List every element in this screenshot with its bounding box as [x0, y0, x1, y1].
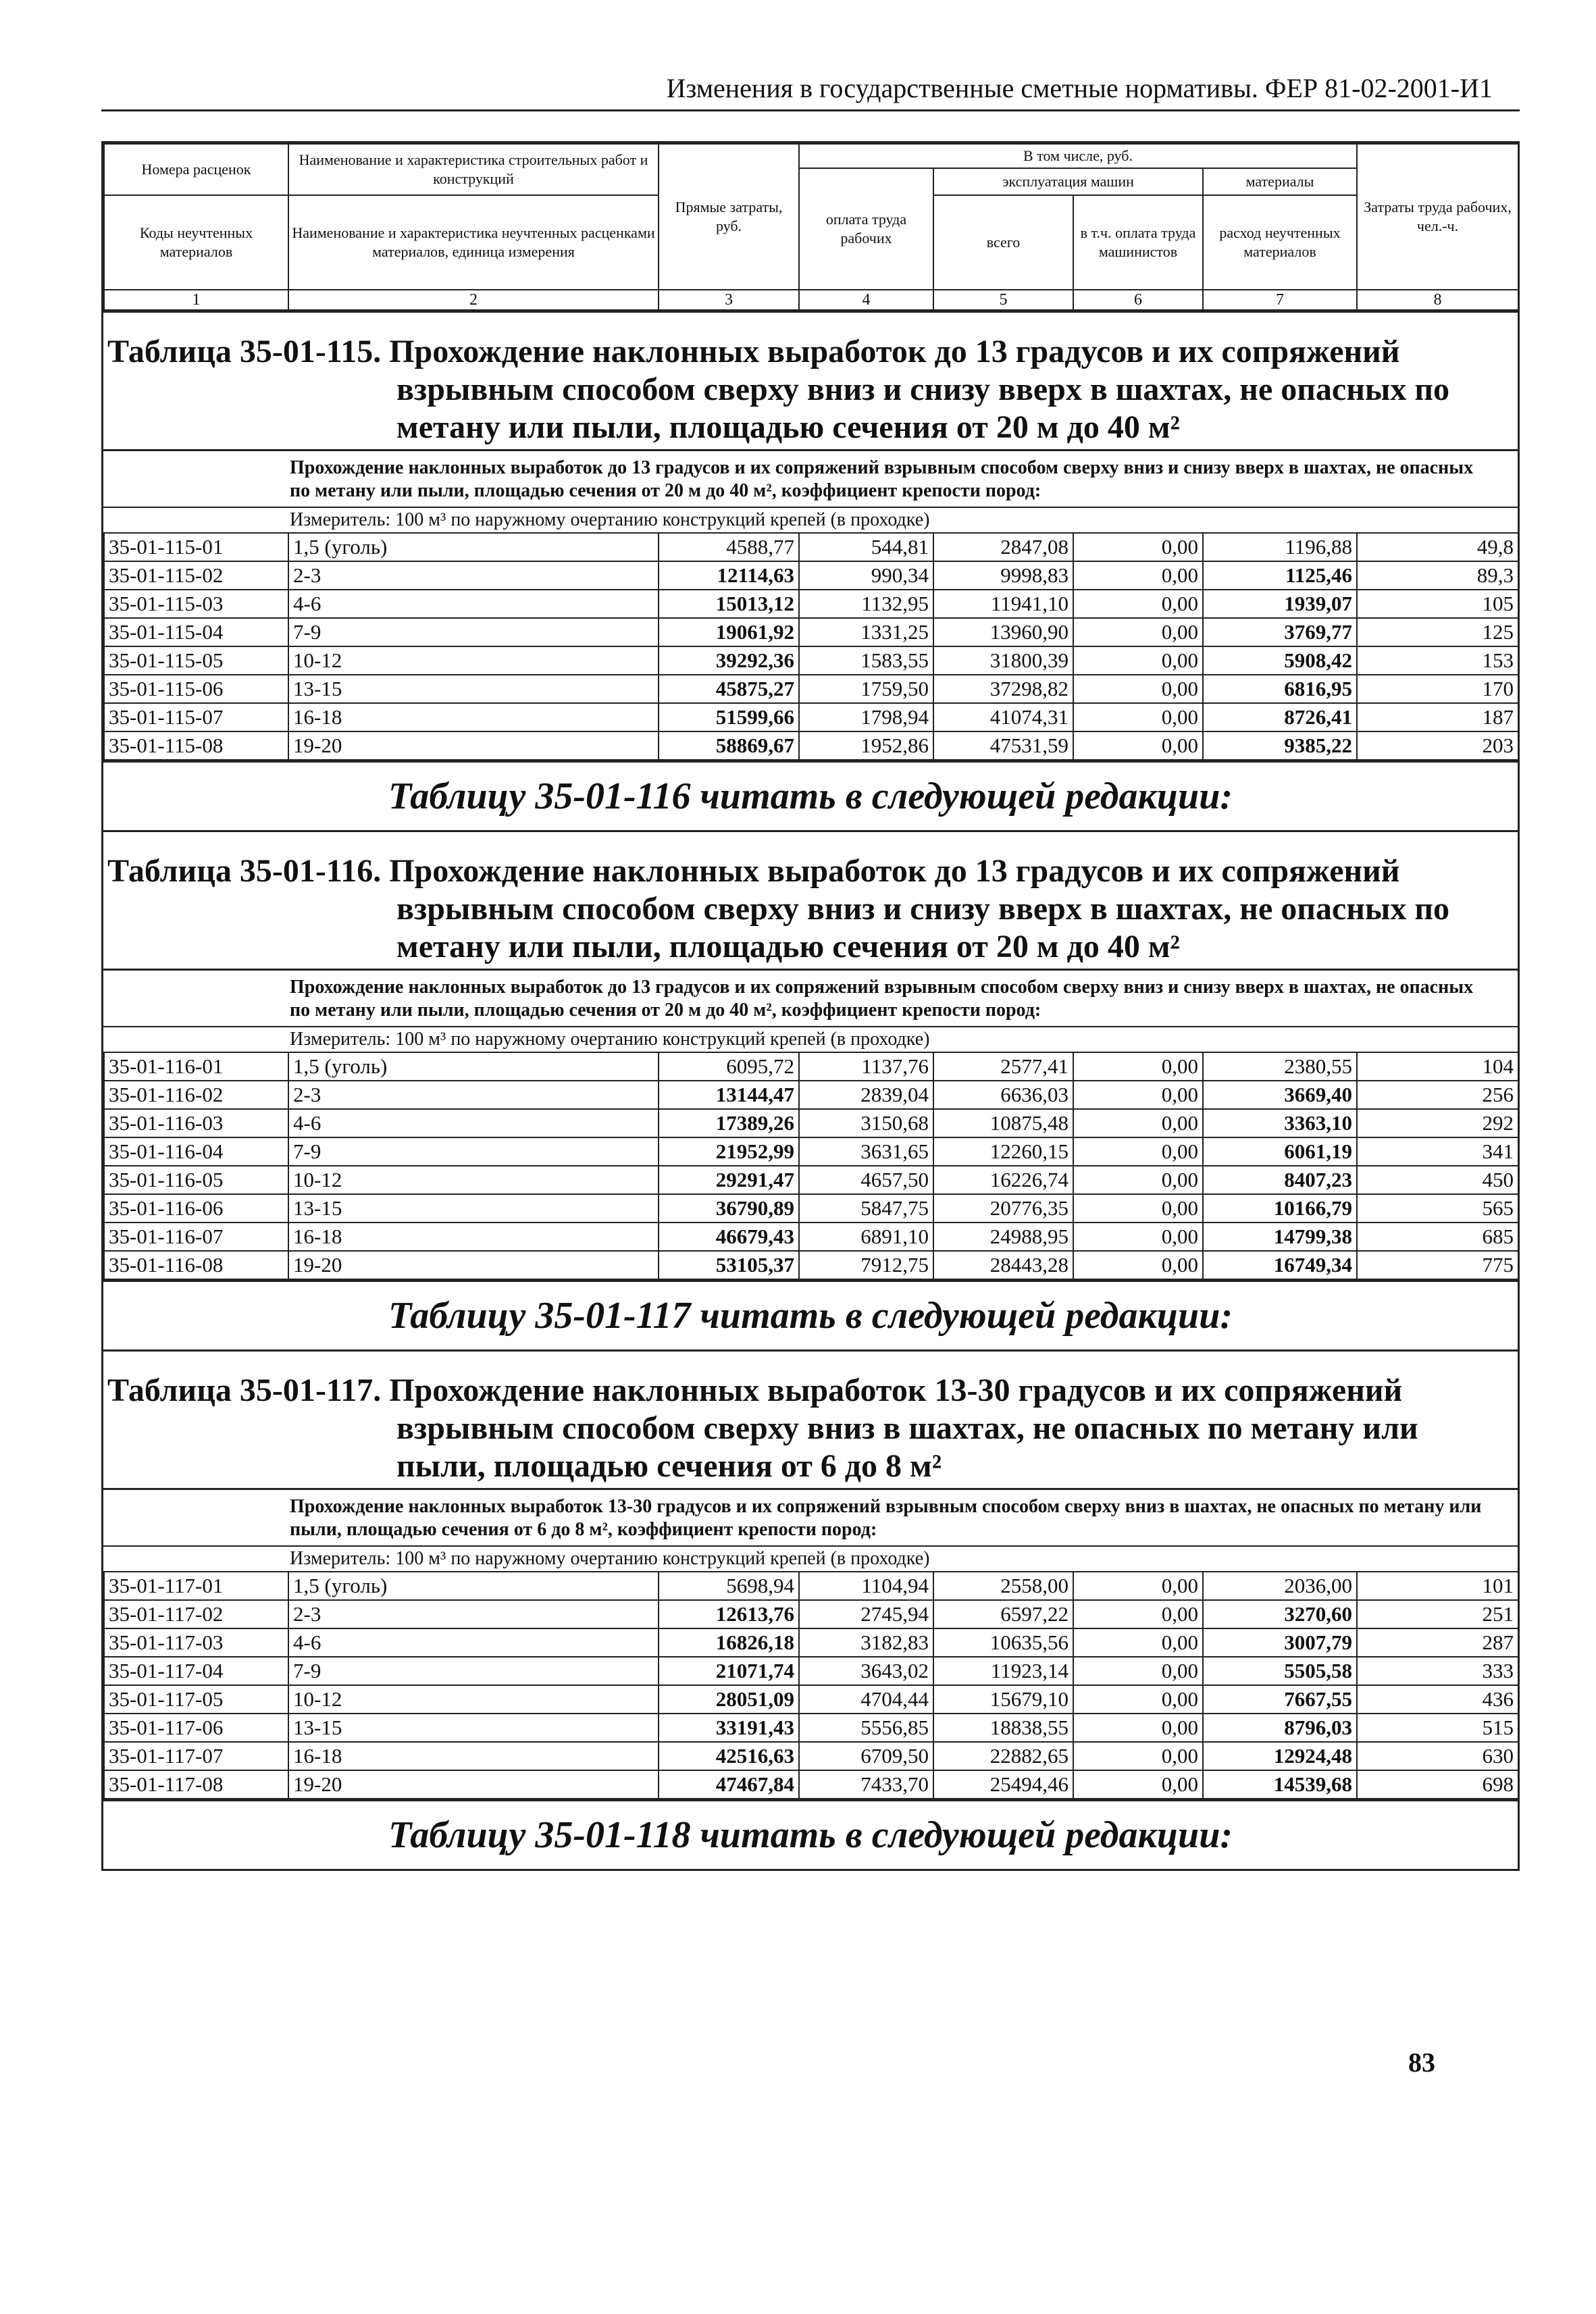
table-cell: 2380,55 [1203, 1052, 1357, 1081]
norm-table-section [103, 1349, 1518, 1869]
table-cell: 35-01-116-07 [104, 1223, 288, 1251]
table-cell: 14539,68 [1203, 1770, 1357, 1799]
column-number: 6 [1073, 290, 1203, 310]
table-cell: 5505,58 [1203, 1657, 1357, 1685]
table-cell: 2-3 [288, 561, 659, 590]
table-row [104, 1600, 1518, 1628]
table-cell: 2-3 [288, 1600, 659, 1628]
table-row [104, 590, 1518, 618]
table-cell: 35-01-115-05 [104, 646, 288, 675]
table-cell: 6891,10 [799, 1223, 933, 1251]
table-cell: 7-9 [288, 618, 659, 646]
table-cell: 0,00 [1073, 1572, 1203, 1600]
table-cell: 287 [1357, 1628, 1518, 1657]
table-cell: 35-01-115-04 [104, 618, 288, 646]
table-cell: 16826,18 [659, 1628, 799, 1657]
header-rate-numbers: Номера расценок [104, 144, 288, 195]
table-cell: 5847,75 [799, 1194, 933, 1223]
table-cell: 4-6 [288, 1109, 659, 1137]
header-material-codes: Коды неучтенных материалов [104, 195, 288, 290]
table-title-line: Таблица 35-01-115. Прохождение наклонных выработок до 13 градусов и их сопряжений [107, 334, 1400, 369]
table-cell: 0,00 [1073, 1251, 1203, 1279]
table-cell: 53105,37 [659, 1251, 799, 1279]
table-cell: 685 [1357, 1223, 1518, 1251]
table-cell: 10166,79 [1203, 1194, 1357, 1223]
table-cell: 49,8 [1357, 533, 1518, 561]
table-row [104, 1109, 1518, 1137]
table-cell: 104 [1357, 1052, 1518, 1081]
table-cell: 0,00 [1073, 1770, 1203, 1799]
table-cell: 125 [1357, 618, 1518, 646]
table-cell: 35-01-117-03 [104, 1628, 288, 1657]
edition-note: Таблицу 35-01-117 читать в следующей редакции: [103, 1280, 1518, 1349]
column-numbers-row [104, 290, 1518, 310]
table-cell: 101 [1357, 1572, 1518, 1600]
table-cell: 22882,65 [933, 1742, 1073, 1770]
table-cell: 2745,94 [799, 1600, 933, 1628]
table-cell: 1939,07 [1203, 590, 1357, 618]
table-row [104, 618, 1518, 646]
table-row [104, 1081, 1518, 1109]
table-cell: 37298,82 [933, 675, 1073, 703]
table-cell: 35-01-117-04 [104, 1657, 288, 1685]
table-cell: 12260,15 [933, 1137, 1073, 1166]
table-cell: 0,00 [1073, 1600, 1203, 1628]
document-page [101, 68, 1520, 1871]
table-cell: 35-01-117-02 [104, 1600, 288, 1628]
table-row [104, 675, 1518, 703]
table-row [104, 561, 1518, 590]
table-cell: 12114,63 [659, 561, 799, 590]
table-cell: 3363,10 [1203, 1109, 1357, 1137]
table-cell: 9998,83 [933, 561, 1073, 590]
table-cell: 450 [1357, 1166, 1518, 1194]
table-cell: 12924,48 [1203, 1742, 1357, 1770]
table-cell: 35-01-116-01 [104, 1052, 288, 1081]
table-cell: 1331,25 [799, 618, 933, 646]
table-cell: 0,00 [1073, 1137, 1203, 1166]
table-cell: 0,00 [1073, 1081, 1203, 1109]
norm-table-section [103, 830, 1518, 1349]
tables-container [103, 311, 1518, 1869]
table-cell: 0,00 [1073, 1742, 1203, 1770]
header-worker-wages: оплата труда рабочих [799, 168, 933, 290]
table-cell: 4704,44 [799, 1685, 933, 1714]
table-cell: 990,34 [799, 561, 933, 590]
table-cell: 775 [1357, 1251, 1518, 1279]
table-row [104, 703, 1518, 731]
table-cell: 24988,95 [933, 1223, 1073, 1251]
table-cell: 1,5 (уголь) [288, 1572, 659, 1600]
table-cell: 0,00 [1073, 533, 1203, 561]
rates-table [103, 532, 1519, 761]
header-material-description: Наименование и характеристика неучтенных расценками материалов, единица измерения [288, 195, 659, 290]
table-cell: 13144,47 [659, 1081, 799, 1109]
table-cell: 4657,50 [799, 1166, 933, 1194]
table-cell: 105 [1357, 590, 1518, 618]
table-cell: 41074,31 [933, 703, 1073, 731]
table-cell: 0,00 [1073, 1628, 1203, 1657]
table-row [104, 1251, 1518, 1279]
table-cell: 20776,35 [933, 1194, 1073, 1223]
table-cell: 11941,10 [933, 590, 1073, 618]
table-cell: 7433,70 [799, 1770, 933, 1799]
table-cell: 3270,60 [1203, 1600, 1357, 1628]
table-cell: 10635,56 [933, 1628, 1073, 1657]
table-title-line: взрывным способом сверху вниз и снизу вверх в шахтах, не опасных по [396, 891, 1449, 927]
table-cell: 45875,27 [659, 675, 799, 703]
table-cell: 21952,99 [659, 1137, 799, 1166]
header-labor-hours: Затраты труда рабочих, чел.-ч. [1357, 144, 1518, 290]
table-cell: 0,00 [1073, 646, 1203, 675]
table-cell: 42516,63 [659, 1742, 799, 1770]
table-title-line: взрывным способом сверху вниз и снизу вверх в шахтах, не опасных по [396, 371, 1449, 407]
table-cell: 1583,55 [799, 646, 933, 675]
table-row [104, 1194, 1518, 1223]
edition-note: Таблицу 35-01-118 читать в следующей редакции: [103, 1799, 1518, 1869]
header-materials: материалы [1203, 168, 1357, 195]
table-cell: 3150,68 [799, 1109, 933, 1137]
table-cell: 2577,41 [933, 1052, 1073, 1081]
table-title-line: Таблица 35-01-117. Прохождение наклонных выработок 13-30 градусов и их сопряжений [107, 1372, 1403, 1408]
table-cell: 10-12 [288, 1166, 659, 1194]
table-cell: 1759,50 [799, 675, 933, 703]
table-cell: 39292,36 [659, 646, 799, 675]
table-cell: 630 [1357, 1742, 1518, 1770]
table-row [104, 731, 1518, 760]
table-title [103, 313, 1518, 449]
table-title-line: взрывным способом сверху вниз в шахтах, не опасных по метану или [396, 1410, 1418, 1446]
table-cell: 7667,55 [1203, 1685, 1357, 1714]
table-cell: 5698,94 [659, 1572, 799, 1600]
table-cell: 35-01-116-03 [104, 1109, 288, 1137]
table-cell: 1,5 (уголь) [288, 533, 659, 561]
table-cell: 13-15 [288, 1194, 659, 1223]
table-cell: 7-9 [288, 1137, 659, 1166]
table-cell: 6095,72 [659, 1052, 799, 1081]
table-cell: 33191,43 [659, 1714, 799, 1742]
column-number: 7 [1203, 290, 1357, 310]
table-row [104, 1770, 1518, 1799]
table-cell: 153 [1357, 646, 1518, 675]
table-title-line: пыли, площадью сечения от 6 до 8 м² [396, 1448, 942, 1484]
table-cell: 35-01-115-03 [104, 590, 288, 618]
table-cell: 0,00 [1073, 675, 1203, 703]
table-cell: 17389,26 [659, 1109, 799, 1137]
table-cell: 25494,46 [933, 1770, 1073, 1799]
table-cell: 4-6 [288, 590, 659, 618]
table-cell: 0,00 [1073, 1685, 1203, 1714]
table-cell: 9385,22 [1203, 731, 1357, 760]
header-material-consumption: расход неучтенных материалов [1203, 195, 1357, 290]
table-title [103, 832, 1518, 969]
table-cell: 13-15 [288, 1714, 659, 1742]
table-cell: 1952,86 [799, 731, 933, 760]
table-cell: 10-12 [288, 646, 659, 675]
norm-table-section [103, 311, 1518, 830]
table-cell: 0,00 [1073, 703, 1203, 731]
table-cell: 8407,23 [1203, 1166, 1357, 1194]
table-cell: 8726,41 [1203, 703, 1357, 731]
table-cell: 203 [1357, 731, 1518, 760]
table-cell: 7912,75 [799, 1251, 933, 1279]
table-cell: 36790,89 [659, 1194, 799, 1223]
table-cell: 19061,92 [659, 618, 799, 646]
column-number: 4 [799, 290, 933, 310]
table-cell: 35-01-115-08 [104, 731, 288, 760]
table-cell: 1137,76 [799, 1052, 933, 1081]
table-cell: 35-01-117-08 [104, 1770, 288, 1799]
measure-unit: Измеритель: 100 м³ по наружному очертанию конструкций крепей (в проходке) [103, 1545, 1518, 1571]
table-row [104, 533, 1518, 561]
table-cell: 16-18 [288, 1223, 659, 1251]
table-cell: 3643,02 [799, 1657, 933, 1685]
table-cell: 170 [1357, 675, 1518, 703]
table-cell: 35-01-117-05 [104, 1685, 288, 1714]
table-cell: 0,00 [1073, 561, 1203, 590]
table-cell: 19-20 [288, 731, 659, 760]
table-row [104, 1223, 1518, 1251]
table-cell: 29291,47 [659, 1166, 799, 1194]
table-cell: 0,00 [1073, 1223, 1203, 1251]
running-header: Изменения в государственные сметные нормативы. ФЕР 81-02-2001-И1 [101, 68, 1520, 111]
table-row [104, 1685, 1518, 1714]
table-cell: 28051,09 [659, 1685, 799, 1714]
table-cell: 0,00 [1073, 1109, 1203, 1137]
table-cell: 18838,55 [933, 1714, 1073, 1742]
header-machinist-wages: в т.ч. оплата труда машинистов [1073, 195, 1203, 290]
table-cell: 47531,59 [933, 731, 1073, 760]
table-cell: 5556,85 [799, 1714, 933, 1742]
header-including: В том числе, руб. [799, 144, 1357, 168]
table-cell: 341 [1357, 1137, 1518, 1166]
table-cell: 544,81 [799, 533, 933, 561]
table-cell: 16749,34 [1203, 1251, 1357, 1279]
table-title-line: метану или пыли, площадью сечения от 20 м до 40 м² [396, 409, 1180, 445]
norms-frame [101, 141, 1520, 1871]
table-title [103, 1352, 1518, 1488]
table-cell: 6709,50 [799, 1742, 933, 1770]
table-cell: 16-18 [288, 1742, 659, 1770]
table-cell: 0,00 [1073, 590, 1203, 618]
table-cell: 4588,77 [659, 533, 799, 561]
table-cell: 0,00 [1073, 1052, 1203, 1081]
table-cell: 35-01-117-07 [104, 1742, 288, 1770]
table-cell: 187 [1357, 703, 1518, 731]
table-cell: 292 [1357, 1109, 1518, 1137]
table-cell: 89,3 [1357, 561, 1518, 590]
table-cell: 28443,28 [933, 1251, 1073, 1279]
table-cell: 15679,10 [933, 1685, 1073, 1714]
table-cell: 35-01-115-02 [104, 561, 288, 590]
table-cell: 2847,08 [933, 533, 1073, 561]
table-cell: 2558,00 [933, 1572, 1073, 1600]
table-cell: 3182,83 [799, 1628, 933, 1657]
table-cell: 256 [1357, 1081, 1518, 1109]
work-description: Прохождение наклонных выработок до 13 градусов и их сопряжений взрывным способом сверху вниз и снизу вверх в шахтах, не опасных по метану или пыли, площадью сечения от 20 м до 40 м², коэффициент крепости пород: [103, 449, 1518, 507]
column-number: 2 [288, 290, 659, 310]
table-cell: 19-20 [288, 1770, 659, 1799]
table-title-line: Таблица 35-01-116. Прохождение наклонных выработок до 13 градусов и их сопряжений [107, 853, 1400, 889]
table-row [104, 1052, 1518, 1081]
table-cell: 1132,95 [799, 590, 933, 618]
table-cell: 0,00 [1073, 1714, 1203, 1742]
table-cell: 51599,66 [659, 703, 799, 731]
table-cell: 11923,14 [933, 1657, 1073, 1685]
table-cell: 35-01-116-02 [104, 1081, 288, 1109]
table-row [104, 1657, 1518, 1685]
column-number: 5 [933, 290, 1073, 310]
table-cell: 2-3 [288, 1081, 659, 1109]
measure-unit: Измеритель: 100 м³ по наружному очертанию конструкций крепей (в проходке) [103, 1026, 1518, 1052]
table-cell: 13-15 [288, 675, 659, 703]
table-cell: 14799,38 [1203, 1223, 1357, 1251]
table-cell: 16226,74 [933, 1166, 1073, 1194]
table-cell: 6636,03 [933, 1081, 1073, 1109]
table-cell: 0,00 [1073, 731, 1203, 760]
table-cell: 13960,90 [933, 618, 1073, 646]
table-cell: 35-01-115-06 [104, 675, 288, 703]
table-cell: 58869,67 [659, 731, 799, 760]
table-cell: 10-12 [288, 1685, 659, 1714]
table-row [104, 1742, 1518, 1770]
table-cell: 0,00 [1073, 1194, 1203, 1223]
table-cell: 10875,48 [933, 1109, 1073, 1137]
table-cell: 565 [1357, 1194, 1518, 1223]
table-cell: 436 [1357, 1685, 1518, 1714]
table-cell: 0,00 [1073, 618, 1203, 646]
table-cell: 19-20 [288, 1251, 659, 1279]
table-row [104, 1628, 1518, 1657]
table-cell: 46679,43 [659, 1223, 799, 1251]
measure-unit: Измеритель: 100 м³ по наружному очертанию конструкций крепей (в проходке) [103, 507, 1518, 532]
edition-note: Таблицу 35-01-116 читать в следующей редакции: [103, 761, 1518, 830]
table-cell: 31800,39 [933, 646, 1073, 675]
table-cell: 515 [1357, 1714, 1518, 1742]
column-number: 3 [659, 290, 799, 310]
rates-table [103, 1571, 1519, 1799]
table-cell: 2839,04 [799, 1081, 933, 1109]
table-cell: 0,00 [1073, 1657, 1203, 1685]
table-cell: 5908,42 [1203, 646, 1357, 675]
table-cell: 1,5 (уголь) [288, 1052, 659, 1081]
table-cell: 35-01-116-05 [104, 1166, 288, 1194]
table-cell: 6816,95 [1203, 675, 1357, 703]
header-machines-total: всего [933, 195, 1073, 290]
table-row [104, 1166, 1518, 1194]
table-cell: 2036,00 [1203, 1572, 1357, 1600]
header-direct-costs: Прямые затраты, руб. [659, 144, 799, 290]
table-cell: 47467,84 [659, 1770, 799, 1799]
table-cell: 0,00 [1073, 1166, 1203, 1194]
table-cell: 7-9 [288, 1657, 659, 1685]
table-cell: 35-01-117-06 [104, 1714, 288, 1742]
table-row [104, 646, 1518, 675]
column-header-table [103, 143, 1519, 311]
table-cell: 35-01-115-01 [104, 533, 288, 561]
work-description: Прохождение наклонных выработок до 13 градусов и их сопряжений взрывным способом сверху вниз и снизу вверх в шахтах, не опасных по метану или пыли, площадью сечения от 20 м до 40 м², коэффициент крепости пород: [103, 969, 1518, 1026]
work-description: Прохождение наклонных выработок 13-30 градусов и их сопряжений взрывным способом сверху вниз в шахтах, не опасных по метану или пыли, площадью сечения от 6 до 8 м², коэффициент крепости пород: [103, 1488, 1518, 1545]
table-cell: 3007,79 [1203, 1628, 1357, 1657]
table-cell: 8796,03 [1203, 1714, 1357, 1742]
table-cell: 21071,74 [659, 1657, 799, 1685]
table-cell: 6061,19 [1203, 1137, 1357, 1166]
table-cell: 3669,40 [1203, 1081, 1357, 1109]
column-number: 1 [104, 290, 288, 310]
table-cell: 35-01-115-07 [104, 703, 288, 731]
table-cell: 333 [1357, 1657, 1518, 1685]
table-cell: 1125,46 [1203, 561, 1357, 590]
column-number: 8 [1357, 290, 1518, 310]
table-cell: 15013,12 [659, 590, 799, 618]
table-cell: 698 [1357, 1770, 1518, 1799]
table-cell: 1196,88 [1203, 533, 1357, 561]
table-cell: 35-01-116-04 [104, 1137, 288, 1166]
table-cell: 251 [1357, 1600, 1518, 1628]
table-cell: 6597,22 [933, 1600, 1073, 1628]
table-cell: 3631,65 [799, 1137, 933, 1166]
table-cell: 35-01-116-06 [104, 1194, 288, 1223]
table-cell: 3769,77 [1203, 618, 1357, 646]
table-cell: 1798,94 [799, 703, 933, 731]
table-title-line: метану или пыли, площадью сечения от 20 м до 40 м² [396, 929, 1180, 965]
table-row [104, 1572, 1518, 1600]
table-row [104, 1137, 1518, 1166]
page-number: 83 [1408, 2047, 1435, 2078]
table-row [104, 1714, 1518, 1742]
rates-table [103, 1052, 1519, 1280]
table-cell: 12613,76 [659, 1600, 799, 1628]
table-cell: 35-01-117-01 [104, 1572, 288, 1600]
table-cell: 35-01-116-08 [104, 1251, 288, 1279]
table-cell: 4-6 [288, 1628, 659, 1657]
table-cell: 16-18 [288, 703, 659, 731]
header-work-description: Наименование и характеристика строительных работ и конструкций [288, 144, 659, 195]
table-cell: 1104,94 [799, 1572, 933, 1600]
header-machine-operation: эксплуатация машин [933, 168, 1203, 195]
